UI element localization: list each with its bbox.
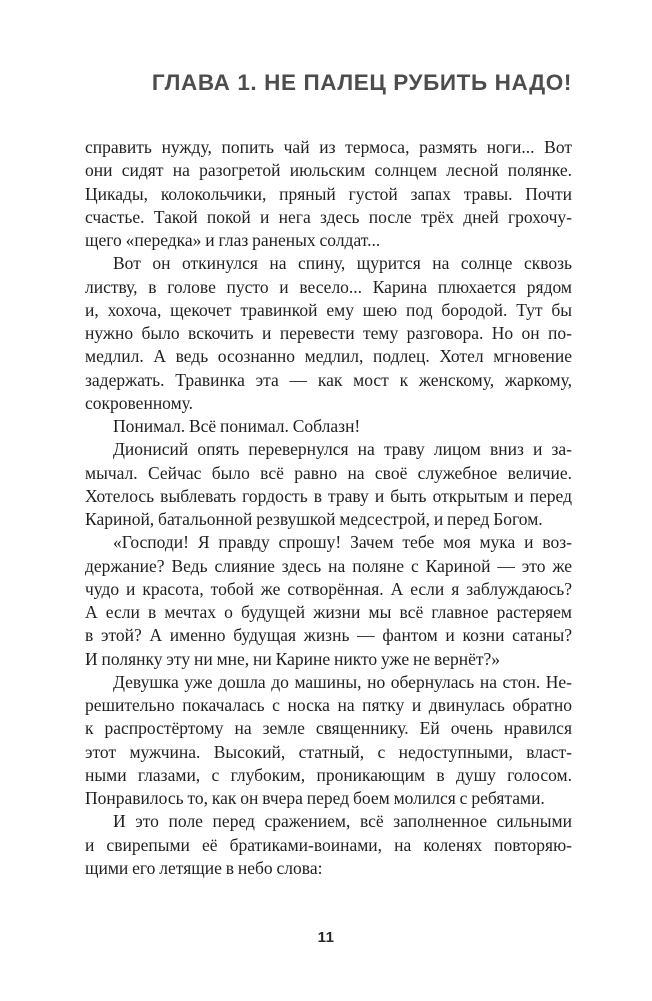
chapter-title: ГЛАВА 1. НЕ ПАЛЕЦ РУБИТЬ НАДО! [151,70,572,95]
paragraph [85,531,572,671]
text-line: Понравилось то, как он вчера перед боем молился с ребятами. [85,788,545,808]
text-line: медлил. А ведь осознанно медлил, подлец. Хотел мгновение [85,346,572,367]
page-number: 11 [317,929,335,946]
text-line: и, хохоча, щекочет травинкой ему шею под бородой. Тут бы [85,299,572,320]
text-line: листву, в голове пусто и весело... Карина плюхается рядом [85,276,572,297]
text-line: сокровенному. [85,392,194,413]
body-text [85,136,572,880]
text-line: Кариной, батальонной резвушкой медсестрой, и перед Богом. [85,509,543,529]
text-line: задержать. Травинка эта — как мост к женскому, жаркому, [85,369,572,390]
text-line: «Господи! Я правду спрошу! Зачем тебе моя мука и воз- [113,532,572,553]
text-line: Цикады, колокольчики, пряный густой запах травы. Почти [85,183,572,204]
text-line: в этой? А именно будущая жизнь — фантом и козни сатаны? [85,625,572,646]
text-line: к распростёртому на земле священнику. Ей очень нравился [85,718,572,739]
text-line: И полянку эту ни мне, ни Карине никто уже не вернёт?» [85,648,501,669]
text-line: щими его летящие в небо слова: [85,857,323,878]
paragraph [85,415,572,438]
paragraph [85,810,572,880]
text-line: А если в мечтах о будущей жизни мы всё главное растеряем [85,602,572,622]
text-line: нужно было вскочить и перевести тему разговора. Но он по- [85,323,572,343]
text-line: мычал. Сейчас было всё равно на своё служебное величие. [85,462,572,483]
text-line: Хотелось выблевать гордость в траву и быть открытым и перед [85,485,572,506]
text-line: Дионисий опять перевернулся на траву лицом вниз и за- [113,439,572,460]
text-line: и свирепыми её братиками-воинами, на коленях повторяю- [85,834,572,855]
paragraph [85,252,572,415]
text-line: справить нужду, попить чай из термоса, размять ноги... Вот [85,137,572,157]
text-line: счастье. Такой покой и нега здесь после трёх дней грохочу- [85,206,572,227]
text-line: они сидят на разогретой июльским солнцем лесной полянке. [85,160,572,181]
paragraph [85,136,572,252]
text-line: решительно покачалась с носка на пятку и двинулась обратно [85,695,572,715]
paragraph [85,671,572,811]
text-line: держание? Ведь слияние здесь на поляне с Кариной — это же [85,555,572,576]
text-line: щего «передка» и глаз раненых солдат... [85,230,381,250]
paragraph [85,438,572,531]
text-line: Понимал. Всё понимал. Соблазн! [113,416,361,436]
text-line: ными глазами, с глубоким, проникающим в душу голосом. [85,764,572,785]
text-line: Вот он откинулся на спину, щурится на солнце сквозь [113,253,572,274]
text-line: Девушка уже дошла до машины, но обернулась на стон. Не- [113,671,572,692]
text-line: этот мужчина. Высокий, статный, с недоступными, власт- [85,741,572,762]
text-line: И это поле перед сражением, всё заполненное сильными [113,811,572,832]
text-line: чудо и красота, тобой же сотворённая. А если я заблуждаюсь? [85,578,572,599]
